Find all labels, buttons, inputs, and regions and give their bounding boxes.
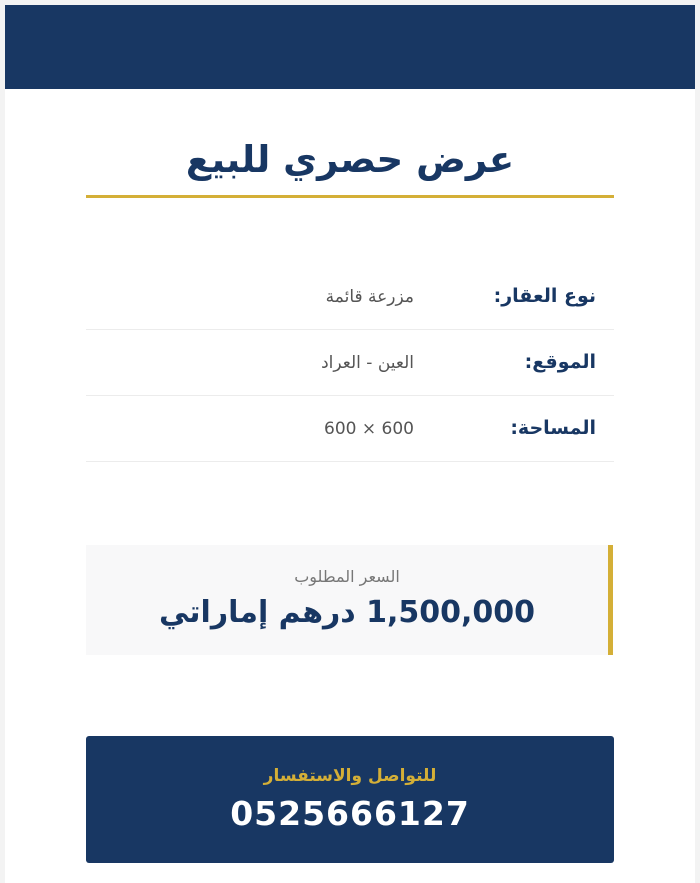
price-value: 1,500,000 درهم إماراتي (158, 595, 536, 630)
listing-card (5, 5, 695, 883)
detail-label: المساحة: (510, 417, 596, 439)
detail-row-area (86, 395, 614, 462)
detail-row-property-type (86, 263, 614, 330)
detail-value: 600 × 600 (324, 419, 414, 439)
price-box (86, 545, 613, 655)
contact-box (86, 736, 614, 863)
detail-value: مزرعة قائمة (325, 287, 414, 307)
contact-phone-number[interactable]: 0525666127 (230, 794, 470, 833)
detail-label: نوع العقار: (493, 285, 596, 307)
header-band (5, 5, 695, 89)
title-divider (86, 195, 614, 198)
page-title: عرض حصري للبيع (185, 138, 515, 181)
detail-row-location (86, 329, 614, 396)
price-label: السعر المطلوب (294, 567, 400, 586)
detail-value: العين - العراد (321, 353, 414, 373)
detail-label: الموقع: (524, 351, 596, 373)
contact-label: للتواصل والاستفسار (263, 766, 437, 786)
